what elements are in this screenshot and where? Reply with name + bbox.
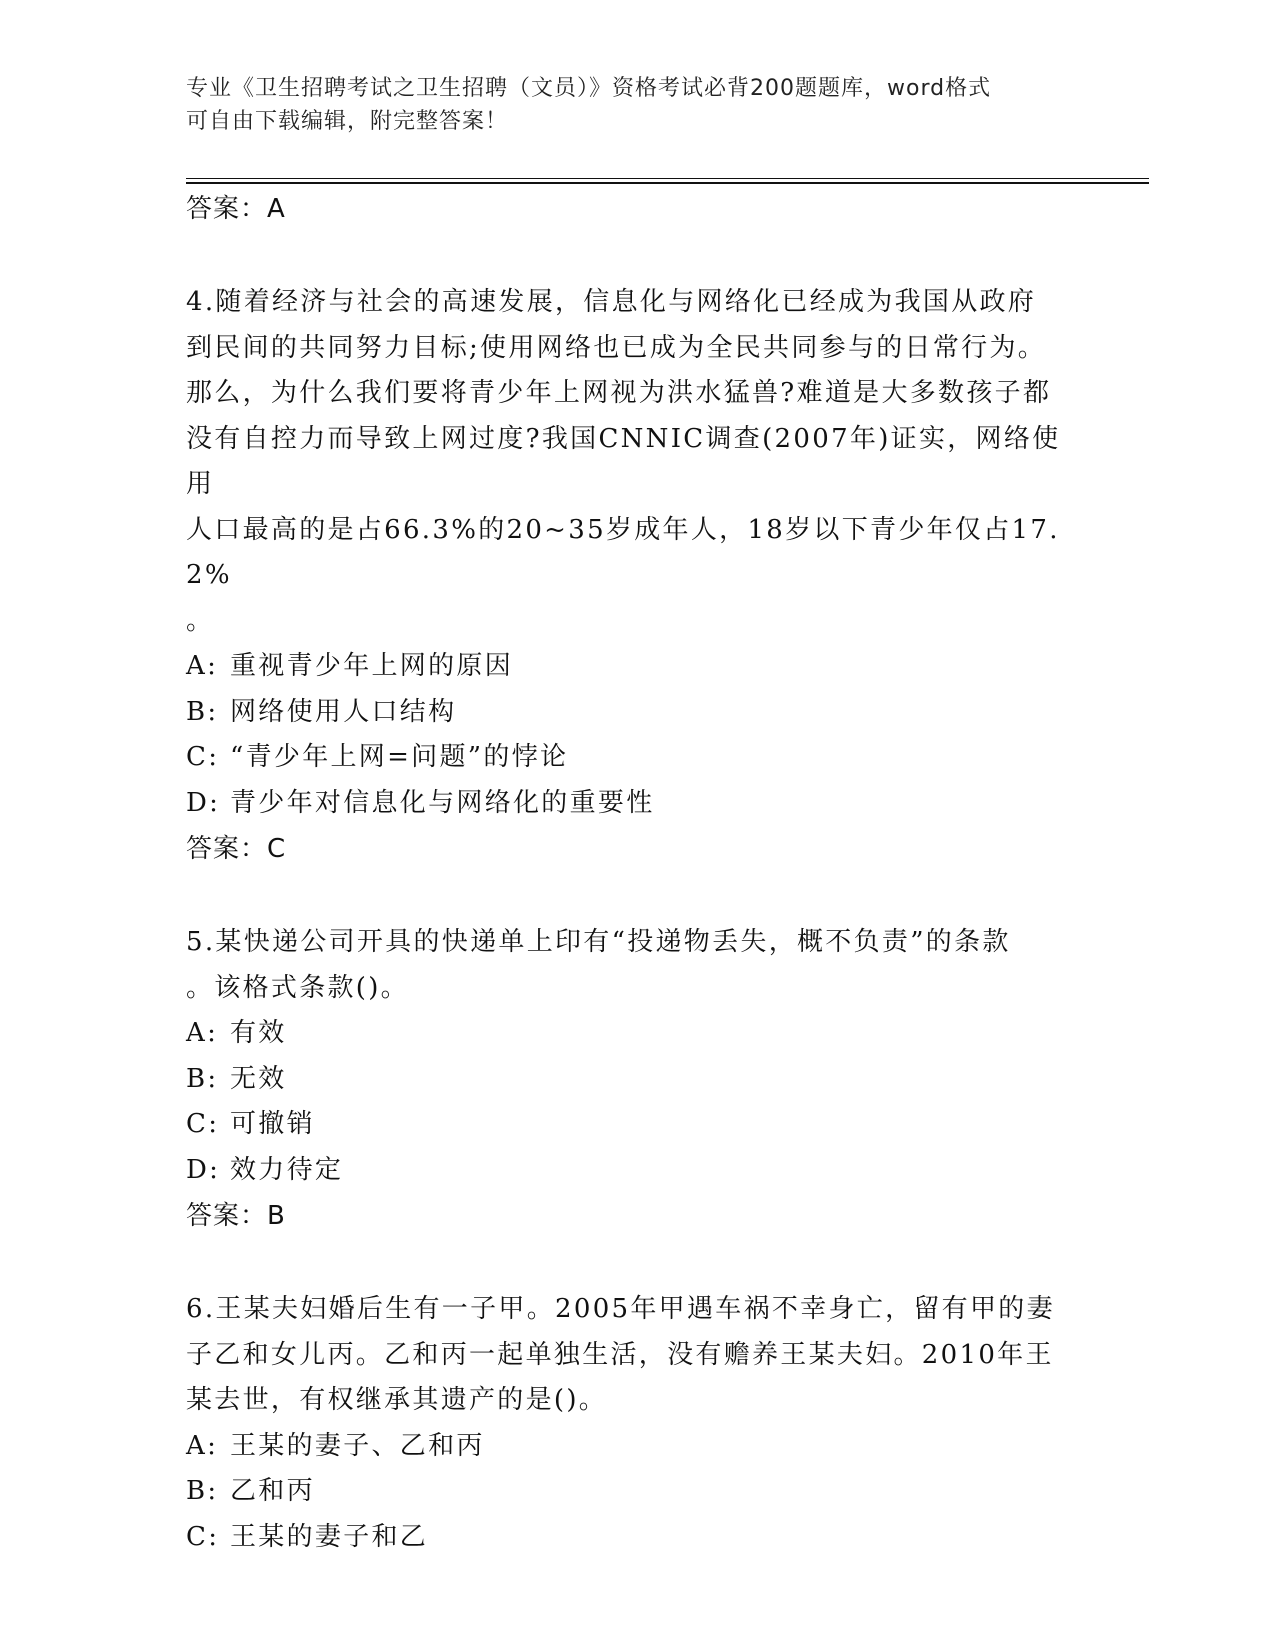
option-text: 效力待定 bbox=[230, 1154, 344, 1185]
option-letter: A: bbox=[186, 1018, 219, 1048]
answer-q3: 答案：A bbox=[186, 194, 286, 224]
question-4-line-5: 人口最高的是占66.3%的20~35岁成年人，18岁以下青少年仅占17.2% bbox=[186, 514, 1060, 590]
question-4-line-3: 那么，为什么我们要将青少年上网视为洪水猛兽?难道是大多数孩子都 bbox=[186, 378, 1052, 408]
question-6-line-1: 6.王某夫妇婚后生有一子甲。2005年甲遇车祸不幸身亡，留有甲的妻 bbox=[186, 1294, 1055, 1324]
spacer bbox=[186, 232, 1086, 280]
question-4-option-d bbox=[186, 781, 1086, 827]
option-text: 王某的妻子、乙和丙 bbox=[230, 1430, 485, 1461]
question-5-option-c bbox=[186, 1102, 1086, 1148]
option-letter: B: bbox=[186, 696, 219, 727]
option-letter: C: bbox=[186, 1109, 220, 1139]
question-6-option-b bbox=[186, 1469, 1086, 1515]
option-letter: C: bbox=[186, 742, 220, 772]
answer-q4: 答案：C bbox=[186, 834, 287, 864]
option-letter: B: bbox=[186, 1476, 219, 1506]
question-4 bbox=[186, 280, 1086, 826]
spacer bbox=[186, 1239, 1086, 1287]
header-rule-thin bbox=[186, 178, 1149, 179]
question-6-line-3: 某去世，有权继承其遗产的是()。 bbox=[186, 1385, 608, 1415]
header-line-1: 专业《卫生招聘考试之卫生招聘（文员）》资格考试必背200题题库，word格式 bbox=[186, 76, 992, 101]
question-4-line-2: 到民间的共同努力目标;使用网络也已成为全民共同参与的日常行为。 bbox=[186, 332, 1047, 363]
option-text: 有效 bbox=[230, 1018, 287, 1048]
option-text: 网络使用人口结构 bbox=[230, 696, 457, 727]
option-text: 无效 bbox=[230, 1063, 287, 1094]
question-6-line-2: 子乙和女儿丙。乙和丙一起单独生活，没有赡养王某夫妇。2010年王 bbox=[186, 1339, 1054, 1370]
question-4-option-c bbox=[186, 735, 1086, 781]
option-text: 乙和丙 bbox=[230, 1476, 315, 1506]
option-letter: C: bbox=[186, 1521, 220, 1552]
question-4-line-6: 。 bbox=[186, 605, 215, 636]
header-rule-thick bbox=[186, 182, 1149, 184]
answer-q5: 答案：B bbox=[186, 1201, 286, 1231]
option-letter: A: bbox=[186, 651, 219, 681]
option-letter: D: bbox=[186, 787, 221, 818]
option-text: 可撤销 bbox=[230, 1109, 315, 1139]
option-letter: B: bbox=[186, 1063, 219, 1094]
option-text: 王某的妻子和乙 bbox=[230, 1521, 429, 1552]
question-5-line-1: 5.某快递公司开具的快递单上印有“投递物丢失，概不负责”的条款 bbox=[186, 927, 1011, 957]
option-letter: D: bbox=[186, 1154, 221, 1185]
question-6-option-c bbox=[186, 1515, 1086, 1561]
question-6 bbox=[186, 1287, 1086, 1560]
question-4-line-1: 4.随着经济与社会的高速发展，信息化与网络化已经成为我国从政府 bbox=[186, 287, 1037, 317]
option-letter: A: bbox=[186, 1430, 219, 1461]
question-5 bbox=[186, 920, 1086, 1193]
question-5-line-2: 。该格式条款()。 bbox=[186, 972, 409, 1003]
option-text: 青少年对信息化与网络化的重要性 bbox=[230, 787, 655, 818]
question-4-option-b bbox=[186, 690, 1086, 736]
option-text: “青少年上网=问题”的悖论 bbox=[230, 742, 569, 772]
page-header bbox=[186, 72, 1066, 138]
question-5-option-d bbox=[186, 1148, 1086, 1194]
option-text: 重视青少年上网的原因 bbox=[230, 651, 514, 681]
question-6-option-a bbox=[186, 1424, 1086, 1470]
question-5-option-b bbox=[186, 1057, 1086, 1103]
header-line-2: 可自由下载编辑，附完整答案！ bbox=[186, 109, 509, 134]
spacer bbox=[186, 872, 1086, 920]
question-4-line-4: 没有自控力而导致上网过度?我国CNNIC调查(2007年)证实，网络使用 bbox=[186, 423, 1061, 499]
document-body bbox=[186, 186, 1086, 1560]
question-4-option-a bbox=[186, 644, 1086, 690]
question-5-option-a bbox=[186, 1011, 1086, 1057]
